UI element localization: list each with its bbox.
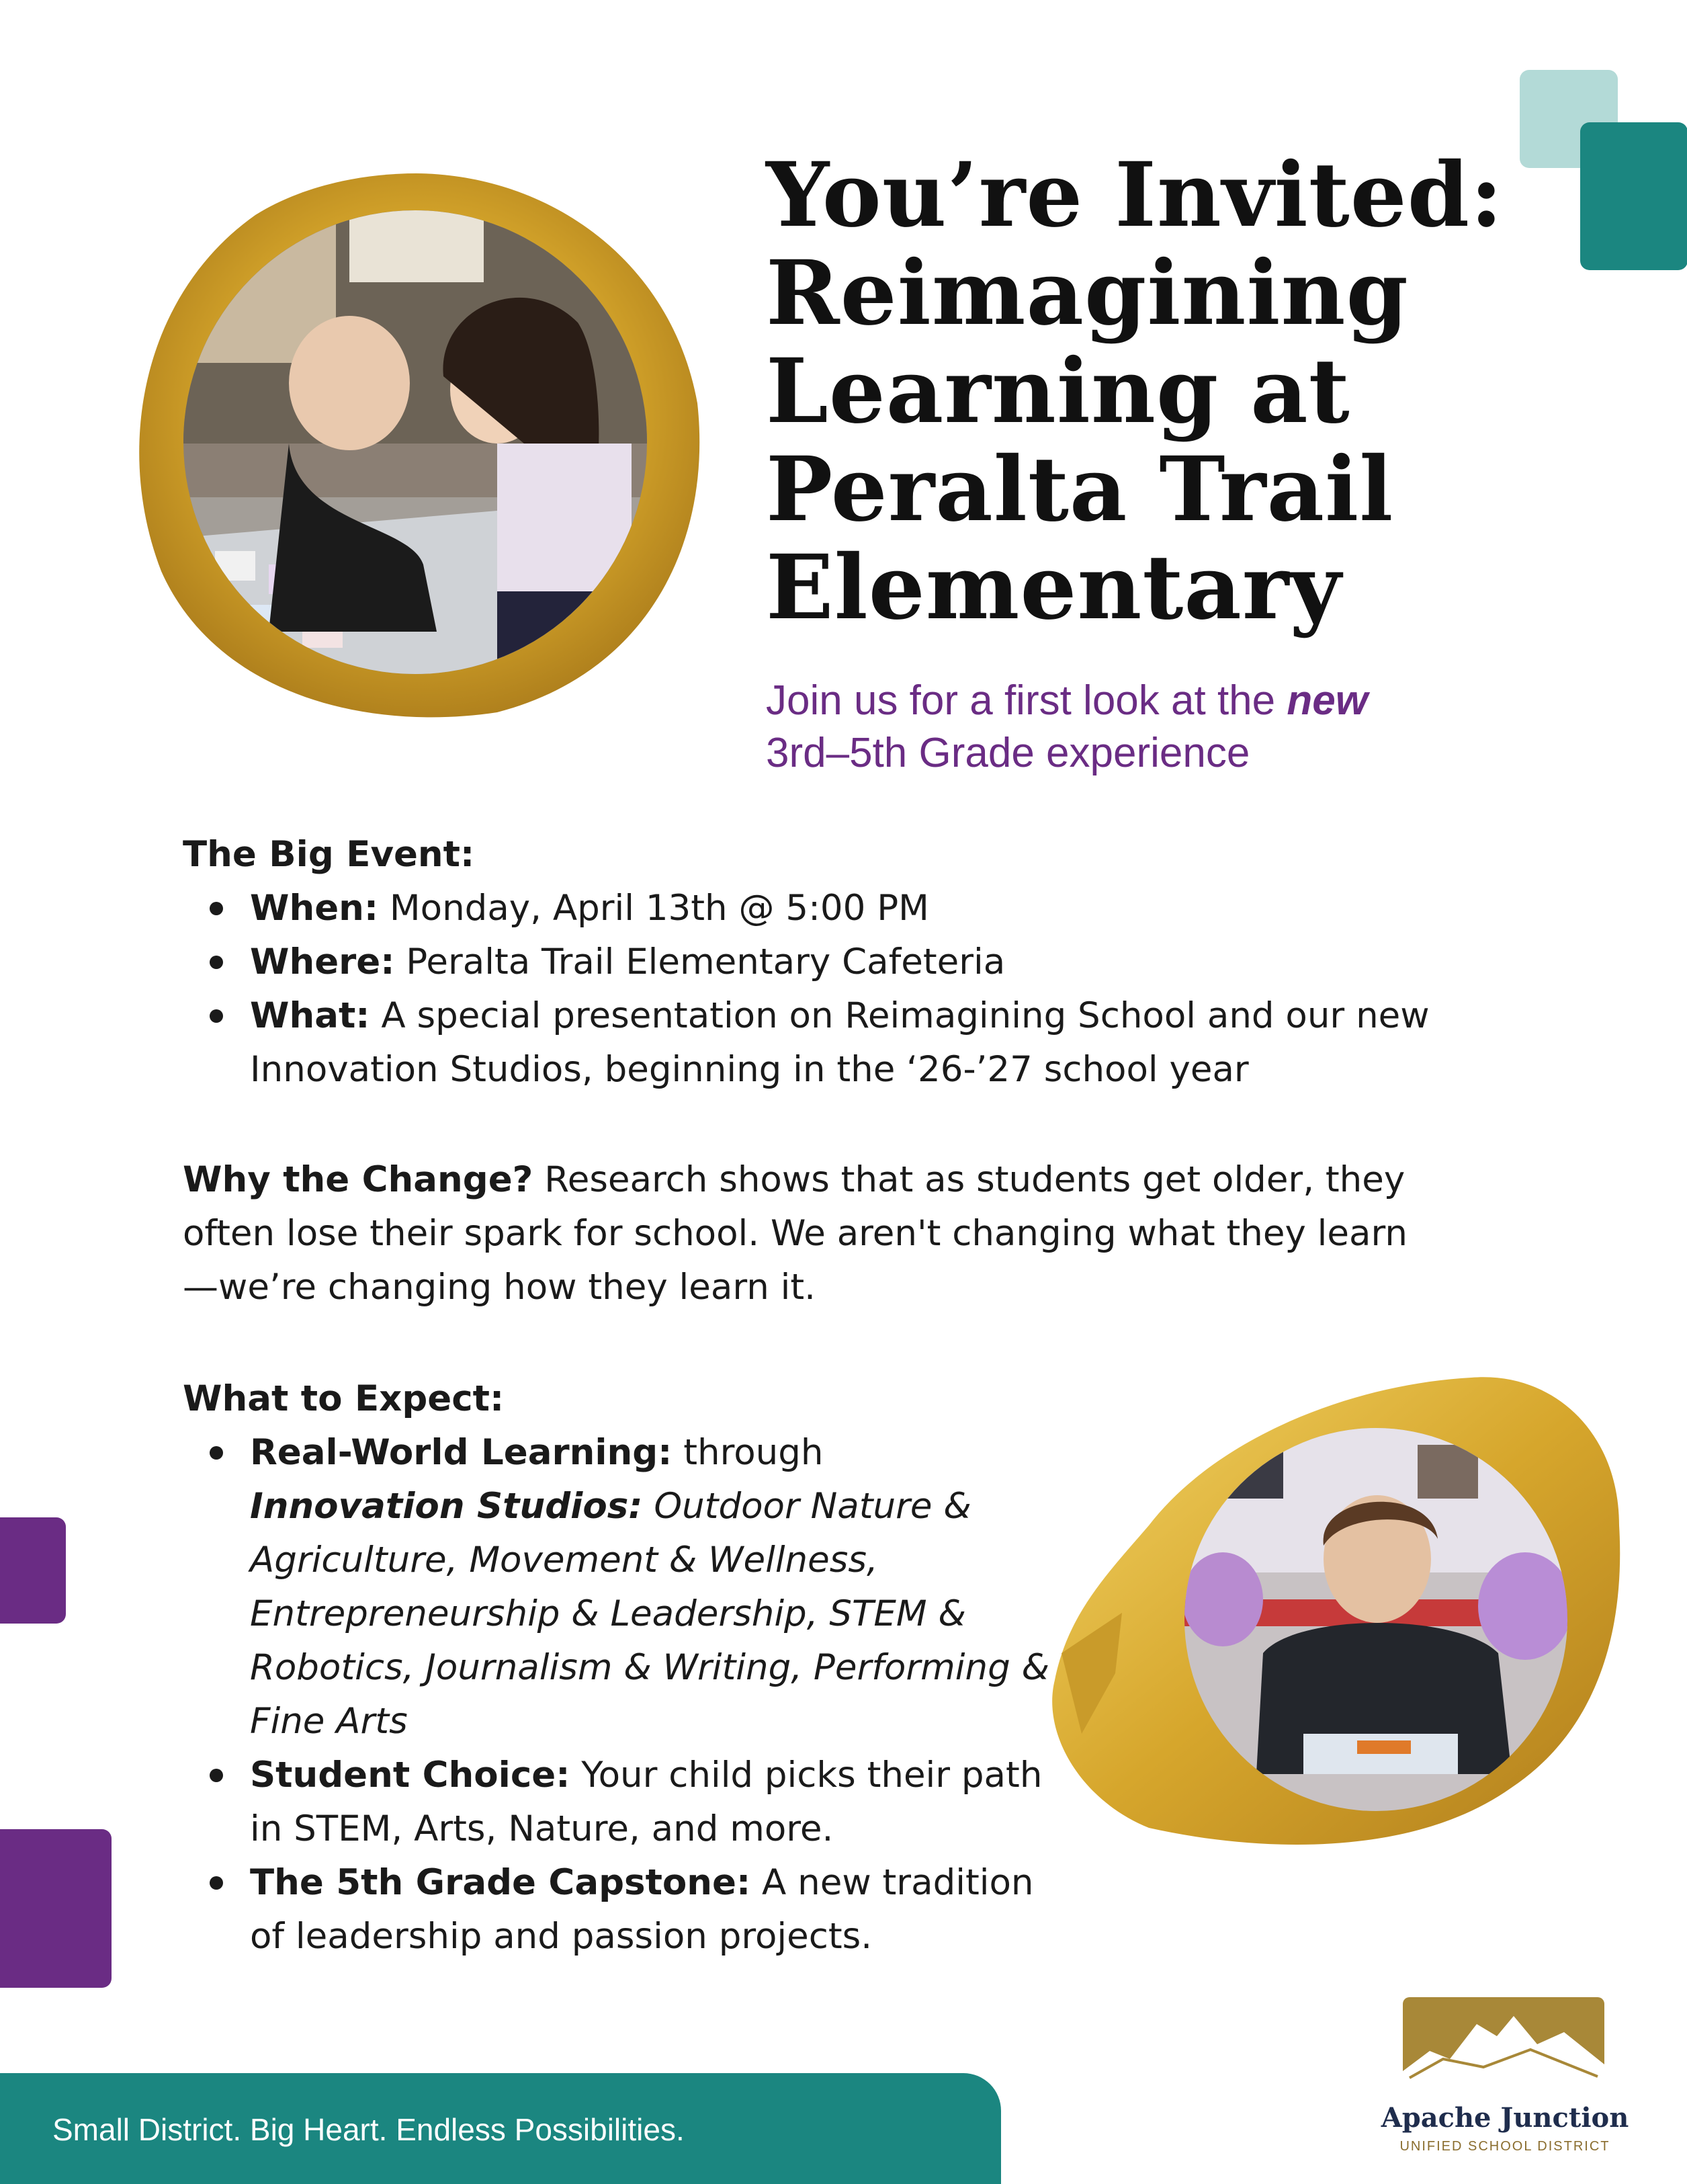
title-line-1: You’re Invited: [766,143,1504,247]
capstone-label: The 5th Grade Capstone: [250,1862,751,1903]
list-item-when [183,882,1459,935]
why-change-text: Research shows that as students get older, they often lose their spark for school. We aren't changing what they learn—we’re changing how they learn it. [183,1159,1408,1308]
when-value: Monday, April 13th @ 5:00 PM [378,888,929,929]
where-value: Peralta Trail Elementary Cafeteria [394,941,1006,982]
what-to-expect-section [183,1372,1056,1964]
logo-subtitle: UNIFIED SCHOOL DISTRICT [1399,2139,1610,2154]
why-change-paragraph [183,1153,1432,1314]
why-change-label: Why the Change? [183,1159,533,1200]
big-event-heading: The Big Event: [183,834,475,875]
subtitle [766,675,1606,780]
what-to-expect-list [183,1426,1056,1964]
list-item-what [183,989,1446,1097]
what-value: A special presentation on Reimagining School and our new Innovation Studios, beginning in the ‘26-’27 school year [250,995,1430,1090]
list-item-student-choice [183,1749,1056,1856]
district-logo-icon [1403,1997,1604,2097]
title-line-3: Learning at [766,339,1350,444]
real-world-text: through [672,1432,824,1473]
subtitle-emphasis: new [1287,677,1368,724]
decor-square-purple-1 [0,1517,66,1624]
page-title [766,143,1612,640]
decor-square-purple-2 [0,1829,112,1988]
studios-text: Outdoor Nature & Agriculture, Movement & Wellness, Entrepreneurship & Leadership, STEM & Robotics, Journalism & Writing, Performing & Fine Arts [250,1486,1049,1742]
classroom-photo-boy-icon [1041,1357,1633,1868]
what-label: What: [250,995,370,1036]
where-label: Where: [250,941,395,982]
title-line-5: Elementary [766,536,1342,640]
subtitle-line-2: 3rd–5th Grade experience [766,730,1250,776]
title-line-2: Reimagining [766,241,1409,345]
footer-tagline: Small District. Big Heart. Endless Possibilities. [52,2112,685,2147]
student-choice-label: Student Choice: [250,1755,570,1796]
list-item-capstone [183,1856,1056,1964]
real-world-label: Real-World Learning: [250,1432,673,1473]
capstone-text: A new tradition of leadership and passion projects. [250,1862,1034,1957]
subtitle-text: Join us for a first look at the [766,677,1287,724]
classroom-photo-teacher-icon [121,161,712,726]
title-line-4: Peralta Trail [766,437,1394,542]
list-item-where [183,935,1459,989]
logo-name: Apache Junction [1381,2102,1629,2134]
when-label: When: [250,888,379,929]
big-event-section [183,828,1459,1097]
student-choice-text: Your child picks their path in STEM, Arts, Nature, and more. [250,1755,1043,1849]
studios-label: Innovation Studios: [250,1486,643,1527]
list-item-real-world [183,1426,1056,1749]
big-event-list [183,882,1459,1097]
what-to-expect-heading: What to Expect: [183,1378,505,1419]
